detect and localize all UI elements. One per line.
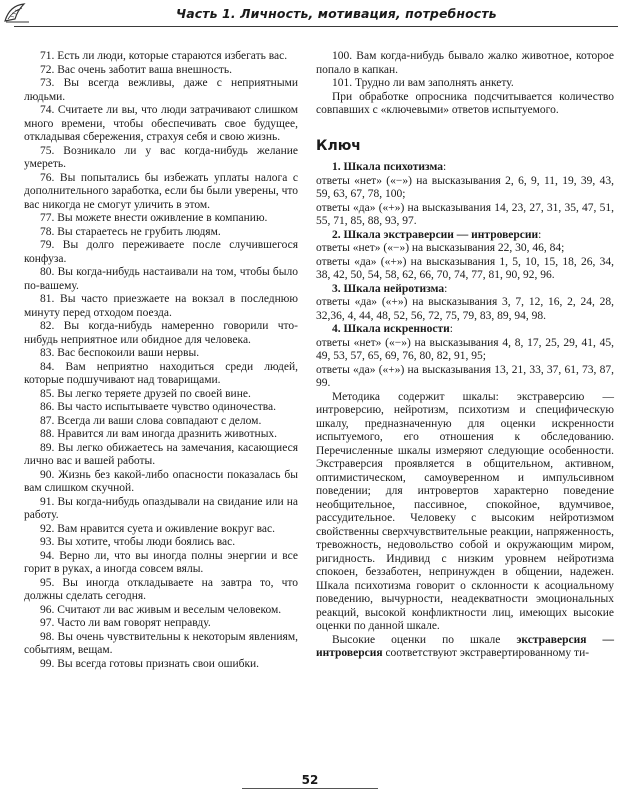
questionnaire-item: 95. Вы иногда откладываете на завтра то, что должны сделать сегодня. — [24, 576, 298, 602]
questionnaire-item: 73. Вы всегда вежливы, даже с неприятными людьми. — [24, 77, 298, 103]
scale-title: 1. Шкала психотизма: — [332, 161, 447, 173]
questionnaire-item: 97. Часто ли вам говорят неправду. — [40, 617, 211, 629]
final-text-start: Высокие оценки по шкале — [332, 633, 517, 646]
scale-title-text: 2. Шкала экстраверсии — интроверсии — [332, 228, 539, 241]
final-paragraph — [316, 634, 614, 661]
questionnaire-item: 79. Вы долго переживаете после случившегося конфуза. — [24, 239, 298, 265]
questionnaire-item: 91. Вы когда-нибудь опаздывали на свидание или на работу. — [24, 495, 298, 521]
questionnaire-item: 76. Вы попытались бы избежать уплаты налога с дополнительного заработка, если бы были уверены, что вас никогда не смогут уличить в этом. — [24, 171, 298, 211]
key-heading: Ключ — [316, 137, 361, 154]
questionnaire-item: 81. Вы часто приезжаете на вокзал в последнюю минуту перед отходом поезда. — [24, 293, 298, 319]
questionnaire-item: 93. Вы хотите, чтобы люди боялись вас. — [40, 536, 236, 548]
scale-answer-line: ответы «нет» («−») на высказывания 2, 6, 9, 11, 19, 39, 43, 59, 63, 67, 78, 100; — [316, 174, 614, 200]
questionnaire-item: 92. Вам нравится суета и оживление вокруг вас. — [40, 522, 275, 535]
scale-title-text: 3. Шкала нейротизма — [332, 282, 445, 295]
header-divider — [14, 26, 618, 27]
questionnaire-item: 72. Вас очень заботит ваша внешность. — [40, 63, 232, 76]
questionnaire-item: 75. Возникало ли у вас когда-нибудь желание умереть. — [24, 144, 298, 170]
questionnaire-item: 77. Вы можете внести оживление в компанию. — [40, 212, 268, 224]
header-chapter-title: Личность, мотивация, потребность — [235, 6, 497, 21]
scale-answer-line: ответы «нет» («−») на высказывания 22, 30, 46, 84; — [316, 242, 565, 254]
final-text-bold: экстраверсия — интроверсия — [316, 633, 614, 659]
footer-divider — [242, 788, 378, 789]
header-part-label: Часть 1. — [176, 6, 236, 21]
scale-list — [316, 161, 614, 391]
scoring-note: При обработке опросника подсчитывается количество совпавших с «ключевыми» ответов испытуемого. — [316, 90, 614, 116]
questionnaire-item: 87. Всегда ли ваши слова совпадают с делом. — [40, 414, 262, 427]
questionnaire-item: 90. Жизнь без какой-либо опасности показалась бы вам слишком скучной. — [24, 468, 298, 494]
questionnaire-item: 89. Вы легко обижаетесь на замечания, касающиеся лично вас и вашей работы. — [24, 441, 298, 467]
scale-title: 3. Шкала нейротизма: — [332, 282, 448, 295]
questionnaire-item: 71. Есть ли люди, которые стараются избегать вас. — [40, 50, 288, 62]
questionnaire-item: 88. Нравится ли вам иногда дразнить животных. — [40, 428, 278, 440]
running-header-title — [176, 6, 616, 21]
questionnaire-item: 84. Вам неприятно находиться среди людей, которые подшучивают над товарищами. — [24, 360, 298, 386]
scale-answer-line: ответы «нет» («−») на высказывания 4, 8, 17, 25, 29, 41, 45, 49, 53, 57, 65, 69, 76, 80, 82, 91, 95; — [316, 336, 614, 362]
questionnaire-item: 85. Вы легко теряете друзей по своей вине. — [40, 387, 251, 400]
questionnaire-item: 99. Вы всегда готовы признать свои ошибки. — [40, 657, 260, 670]
publisher-logo-icon — [2, 1, 32, 25]
questionnaire-item: 96. Считают ли вас живым и веселым человеком. — [40, 603, 282, 616]
scale-answer-line: ответы «да» («+») на высказывания 14, 23, 27, 31, 35, 47, 51, 55, 71, 85, 88, 93, 97. — [316, 201, 614, 227]
questionnaire-item: 78. Вы стараетесь не грубить людям. — [40, 225, 221, 238]
scale-title: 4. Шкала искренности: — [332, 323, 453, 335]
page-number: 52 — [301, 773, 319, 787]
scale-answer-line: ответы «да» («+») на высказывания 13, 21, 33, 37, 61, 73, 87, 99. — [316, 363, 614, 389]
page-header — [0, 0, 620, 30]
questionnaire-item: 86. Вы часто испытываете чувство одиночества. — [40, 401, 276, 413]
method-description: Методика содержит шкалы: экстраверсию — интроверсию, нейротизм, психотизм и специфическую шкалу, предназначенную для оценки искренности испытуемого, его отношения к обследованию. Перечисленные шкалы измеряют следующие особенности. Экстраверсия проявляется в общительном, активном, оптимистическом, самоуверенном и импульсивном поведении; для интровертов характерно поведение необщительное, пассивное, спокойное, вдумчивое, рассудительное. Человеку с высоким нейротизмом свойственны сверхчувствительные реакции, напряженность, тревожность, недовольство собой и окружающим миром, ригидность. Индивид с низким уровнем нейротизма спокоен, беззаботен, непринужден в общении, надежен. Шкала психотизма говорит о склонности к асоциальному поведению, вычурности, неадекватности эмоциональных реакций, высокой конфликтности лиц, имеющих высокие оценки по данной шкале. — [316, 390, 614, 632]
questionnaire-item: 101. Трудно ли вам заполнять анкету. — [332, 77, 514, 89]
final-text-end: соответствуют экстравертированному ти- — [382, 647, 590, 659]
scale-title: 2. Шкала экстраверсии — интроверсии: — [332, 228, 542, 241]
questionnaire-item: 80. Вы когда-нибудь настаивали на том, чтобы было по-вашему. — [24, 266, 298, 292]
questionnaire-item: 94. Верно ли, что вы иногда полны энергии и все горит в руках, а иногда совсем вялы. — [24, 549, 298, 575]
scale-answer-line: ответы «да» («+») на высказывания 3, 7, 12, 16, 2, 24, 28, 32,36, 4, 44, 48, 52, 56, 72, 75, 79, 83, 89, 94, 98. — [316, 296, 614, 322]
questionnaire-item: 100. Вам когда-нибудь бывало жалко животное, которое попало в капкан. — [316, 50, 614, 76]
left-column — [24, 50, 298, 671]
questionnaire-item: 83. Вас беспокоили ваши нервы. — [40, 347, 200, 359]
scale-title-text: 1. Шкала психотизма — [332, 161, 444, 173]
questionnaire-item: 98. Вы очень чувствительны к некоторым явлениям, событиям, вещам. — [24, 630, 298, 656]
scale-title-text: 4. Шкала искренности — [332, 323, 450, 335]
questionnaire-item: 82. Вы когда-нибудь намеренно говорили что-нибудь неприятное или обидное для человека. — [24, 320, 298, 346]
scale-answer-line: ответы «да» («+») на высказывания 1, 5, 10, 15, 18, 26, 34, 38, 42, 50, 54, 58, 62, 66, 70, 74, 77, 81, 90, 92, 96. — [316, 255, 614, 281]
right-column — [316, 50, 614, 661]
questionnaire-item: 74. Считаете ли вы, что люди затрачивают слишком много времени, чтобы обеспечивать свое будущее, откладывая сбережения, страхуя себя и свою жизнь. — [24, 104, 298, 143]
